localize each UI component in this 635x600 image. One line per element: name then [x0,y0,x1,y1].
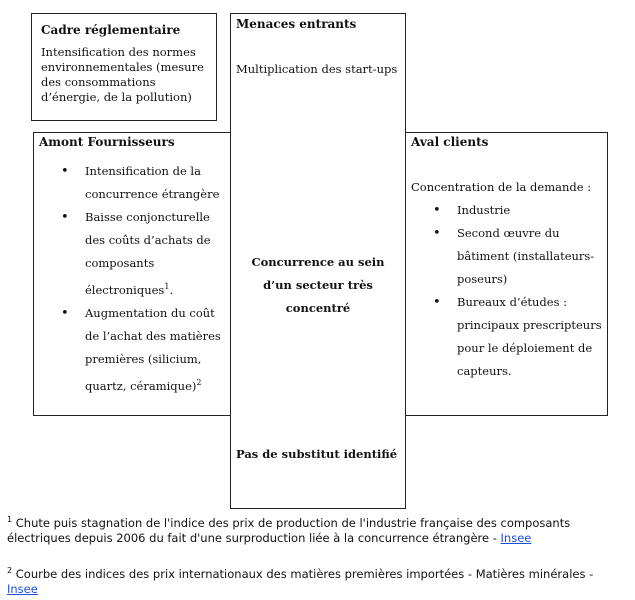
footnote-text: Courbe des indices des prix internationaux des matières premières importées - Matières minérales - [15,566,594,581]
amont-title: Amont Fournisseurs [39,135,175,149]
cadre-text: Intensification des normes environnementales (mesure des consommations d’énergie, de la pollution) [41,45,204,104]
footnote-number: 1 [7,515,13,524]
footnote-1 [7,512,627,546]
list-item: • Augmentation du coût de l’achat des matières premières (silicium, quartz, céramique)$^2$ [85,302,229,398]
concurrence-label: Concurrence au sein d’un secteur très concentré [251,255,385,315]
aval-intro: Concentration de la demande : [411,180,592,194]
aval-list [457,199,605,383]
amont-list [85,160,229,398]
cadre-reglementaire-box [31,13,217,121]
insee-link[interactable]: Insee [500,530,532,545]
list-item: • Bureaux d’études : principaux prescripteurs pour le déploiement de capteurs. [457,291,605,383]
footnote-text: Chute puis stagnation de l'indice des prix de production de l'industrie française des composants électriques depuis 2006 du fait d'une surproduction liée à la concurrence étrangère - [7,515,571,545]
menaces-title: Menaces entrants [236,17,357,31]
aval-title: Aval clients [411,135,489,149]
footnote-number: 2 [7,566,13,575]
list-item: • Baisse conjoncturelle des coûts d’achats de composants électroniques$^1$. [85,206,229,302]
footnote-ref: 1 [164,282,170,291]
footnote-2 [7,563,627,597]
list-item: • Second œuvre du bâtiment (installateurs-poseurs) [457,222,605,291]
substitut-label: Pas de substitut identifié [236,447,398,461]
cadre-title: Cadre réglementaire [41,23,181,37]
list-item: • Industrie [457,199,605,222]
menaces-text: Multiplication des start-ups [236,62,398,76]
insee-link[interactable]: Insee [7,581,38,596]
amont-fournisseurs-box [33,132,231,416]
footnote-ref: 2 [196,377,202,387]
aval-clients-box [405,132,608,416]
list-item: • Intensification de la concurrence étrangère [85,160,229,206]
